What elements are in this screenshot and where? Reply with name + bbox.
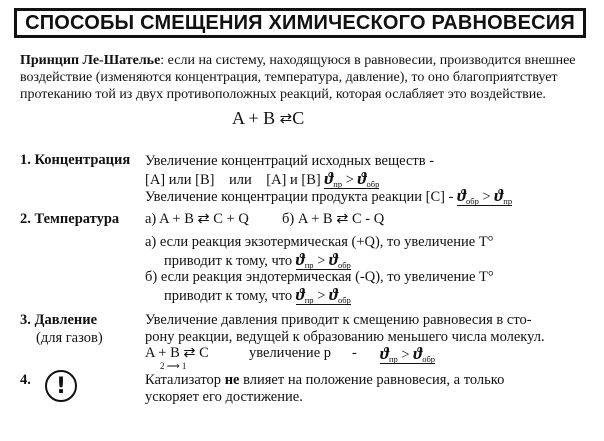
temperature-a-line1: a) если реакция экзотермическая (+Q), то увеличение T° <box>145 234 494 250</box>
temperature-eq-a: a) A + B ⇄ C + Q <box>145 211 249 227</box>
page-title: СПОСОБЫ СМЕЩЕНИЯ ХИМИЧЕСКОГО РАВНОВЕСИЯ <box>14 8 586 38</box>
pressure-rate <box>380 345 435 368</box>
temperature-b-line1: б) если реакция эндотермическая (-Q), то увеличение T° <box>145 269 494 285</box>
le-chatelier-principle <box>20 52 588 103</box>
pressure-line2: рону реакции, ведущей к образованию меньшего числа молекул. <box>145 329 545 345</box>
rate-forward-gt-reverse-exo: $ϑ_{пр} > ϑ_{обр}$ <box>295 250 351 270</box>
equilibrium-arrow: ⇄ <box>279 111 293 127</box>
molecule-count-arrow: 2 ⟶ 1 <box>160 361 187 371</box>
section-3-label: Давление <box>34 312 98 328</box>
temperature-b-line2: приводит к тому, что $ϑ_{пр} > ϑ_{обр}$ <box>164 285 351 305</box>
equation-left: A + B <box>232 108 276 128</box>
exclamation-icon: ! <box>45 370 77 402</box>
section-3-heading: 3. Давление <box>20 312 98 328</box>
section-2-label: Температура <box>34 211 120 227</box>
section-3-sublabel: (для газов) <box>36 330 103 346</box>
temperature-a-line2: приводит к тому, что $ϑ_{пр} > ϑ_{обр}$ <box>164 250 351 270</box>
main-equation <box>232 108 304 129</box>
section-4-heading: 4. <box>20 372 31 388</box>
concentration-line2: [A] или [B] или [A] и [B] $ϑ_{пр} > ϑ_{обр}$ <box>145 169 380 189</box>
section-2-heading: 2. Температура <box>20 211 120 227</box>
principle-text: : если на систему, находящуюся в равновесии, производится внешнее воздействие (изменяются концентрация, температура, давление), то оно благоприятствует протеканию той из двух противоположных реакций, которая ослабляет это воздействие. <box>20 53 576 102</box>
rate-forward-gt-reverse: $ϑ_{пр} > ϑ_{обр}$ <box>324 169 380 189</box>
catalyst-line1: Катализатор не влияет на положение равновесия, а только <box>145 372 505 388</box>
rate-reverse-gt-forward: $ϑ_{обр} > ϑ_{пр}$ <box>457 186 513 206</box>
concentration-line3: Увеличение концентрации продукта реакции $[C] - ϑ_{обр} > ϑ_{пр}$ <box>145 186 513 206</box>
concentration-line1: Увеличение концентраций исходных веществ - <box>145 153 435 169</box>
pressure-dash: - <box>352 345 357 361</box>
pressure-increase: увеличение p <box>249 345 332 361</box>
pressure-equation: A + B ⇄ C <box>145 345 209 361</box>
rate-forward-gt-reverse-endo: $ϑ_{пр} > ϑ_{обр}$ <box>295 285 351 305</box>
temperature-eq-b: б) A + B ⇄ C - Q <box>282 211 385 227</box>
section-1-label: Концентрация <box>34 152 131 168</box>
rate-forward-gt-reverse-pressure: $ϑ_{пр} > ϑ_{обр}$ <box>380 344 436 364</box>
pressure-line1: Увеличение давления приводит к смещению равновесия в сто- <box>145 312 532 328</box>
principle-name: Принцип Ле-Шателье <box>20 53 161 68</box>
equation-right: C <box>292 108 305 128</box>
section-1-heading: 1. Концентрация <box>20 152 131 168</box>
catalyst-line2: ускоряет его достижение. <box>145 389 303 405</box>
